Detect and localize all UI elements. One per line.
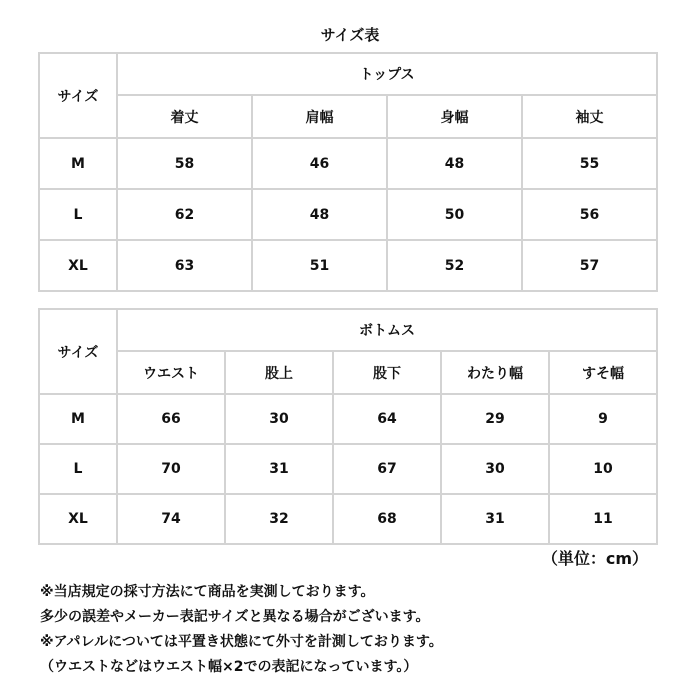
- note-line: ※当店規定の採寸方法にて商品を実測しております。: [40, 584, 375, 600]
- size-cell: M: [39, 138, 117, 189]
- bottoms-size-table: [38, 308, 658, 545]
- value-cell: 68: [333, 494, 441, 544]
- tops-group-header: トップス: [117, 53, 657, 95]
- size-header-cell: サイズ: [39, 309, 117, 394]
- column-header: 股下: [333, 351, 441, 394]
- value-cell: 48: [387, 138, 522, 189]
- value-cell: 31: [225, 444, 333, 494]
- value-cell: 31: [441, 494, 549, 544]
- value-cell: 52: [387, 240, 522, 291]
- size-cell: L: [39, 189, 117, 240]
- value-cell: 55: [522, 138, 657, 189]
- value-cell: 74: [117, 494, 225, 544]
- size-cell: XL: [39, 494, 117, 544]
- table-row: [39, 394, 657, 444]
- table-row: [39, 444, 657, 494]
- value-cell: 9: [549, 394, 657, 444]
- table-row: [39, 494, 657, 544]
- column-header: わたり幅: [441, 351, 549, 394]
- value-cell: 70: [117, 444, 225, 494]
- value-cell: 10: [549, 444, 657, 494]
- note-line: （ウエストなどはウエスト幅×2での表記になっています。）: [40, 659, 418, 675]
- column-header: すそ幅: [549, 351, 657, 394]
- value-cell: 56: [522, 189, 657, 240]
- value-cell: 48: [252, 189, 387, 240]
- value-cell: 67: [333, 444, 441, 494]
- value-cell: 51: [252, 240, 387, 291]
- size-cell: XL: [39, 240, 117, 291]
- value-cell: 58: [117, 138, 252, 189]
- value-cell: 29: [441, 394, 549, 444]
- value-cell: 30: [441, 444, 549, 494]
- value-cell: 66: [117, 394, 225, 444]
- page-title: サイズ表: [320, 26, 380, 44]
- size-cell: M: [39, 394, 117, 444]
- column-header: 身幅: [387, 95, 522, 138]
- column-header: ウエスト: [117, 351, 225, 394]
- bottoms-group-header: ボトムス: [117, 309, 657, 351]
- value-cell: 62: [117, 189, 252, 240]
- value-cell: 32: [225, 494, 333, 544]
- column-header: 着丈: [117, 95, 252, 138]
- table-row: [39, 240, 657, 291]
- size-cell: L: [39, 444, 117, 494]
- value-cell: 63: [117, 240, 252, 291]
- column-header: 肩幅: [252, 95, 387, 138]
- value-cell: 64: [333, 394, 441, 444]
- value-cell: 57: [522, 240, 657, 291]
- table-row: [39, 189, 657, 240]
- note-line: ※アパレルについては平置き状態にて外寸を計測しております。: [40, 634, 443, 650]
- value-cell: 50: [387, 189, 522, 240]
- column-header: 袖丈: [522, 95, 657, 138]
- note-line: 多少の誤差やメーカー表記サイズと異なる場合がございます。: [40, 609, 430, 625]
- value-cell: 11: [549, 494, 657, 544]
- unit-label: （単位：cm）: [541, 549, 648, 568]
- table-row: [39, 138, 657, 189]
- value-cell: 46: [252, 138, 387, 189]
- notes-list: [40, 580, 680, 680]
- value-cell: 30: [225, 394, 333, 444]
- size-header-cell: サイズ: [39, 53, 117, 138]
- column-header: 股上: [225, 351, 333, 394]
- tops-size-table: [38, 52, 658, 292]
